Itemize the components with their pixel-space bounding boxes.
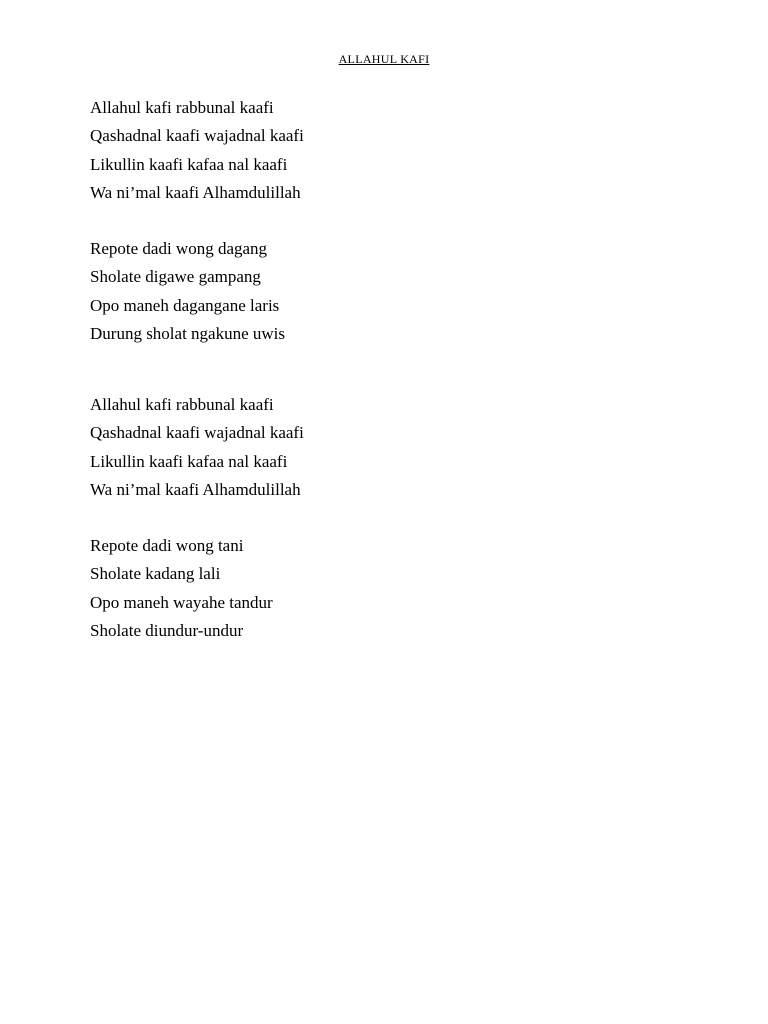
stanza-line: Likullin kaafi kafaa nal kaafi [90, 451, 288, 471]
stanza-verse [90, 532, 273, 645]
stanza-line: Wa ni’mal kaafi Alhamdulillah [90, 479, 301, 499]
stanza-verse [90, 235, 285, 348]
stanza-line: Allahul kafi rabbunal kaafi [90, 98, 274, 117]
stanza-line: Sholate digawe gampang [90, 267, 261, 287]
stanza-line: Sholate diundur-undur [90, 620, 244, 640]
stanza-line: Qashadnal kaafi wajadnal kaafi [90, 423, 304, 443]
stanza-line: Opo maneh dagangane laris [90, 295, 280, 315]
stanza-line: Wa ni’mal kaafi Alhamdulillah [90, 182, 301, 202]
stanza-line: Sholate kadang lali [90, 564, 221, 584]
stanza-chorus [90, 391, 304, 504]
stanza-line: Repote dadi wong dagang [90, 239, 268, 258]
stanza-line: Durung sholat ngakune uwis [90, 323, 286, 343]
stanza-line: Qashadnal kaafi wajadnal kaafi [90, 126, 304, 146]
stanza-line: Repote dadi wong tani [90, 536, 244, 555]
stanza-chorus [90, 94, 304, 207]
stanza-line: Opo maneh wayahe tandur [90, 592, 273, 612]
stanza-line: Likullin kaafi kafaa nal kaafi [90, 154, 288, 174]
document-title: ALLAHUL KAFI [338, 52, 430, 66]
stanza-line: Allahul kafi rabbunal kaafi [90, 395, 274, 414]
